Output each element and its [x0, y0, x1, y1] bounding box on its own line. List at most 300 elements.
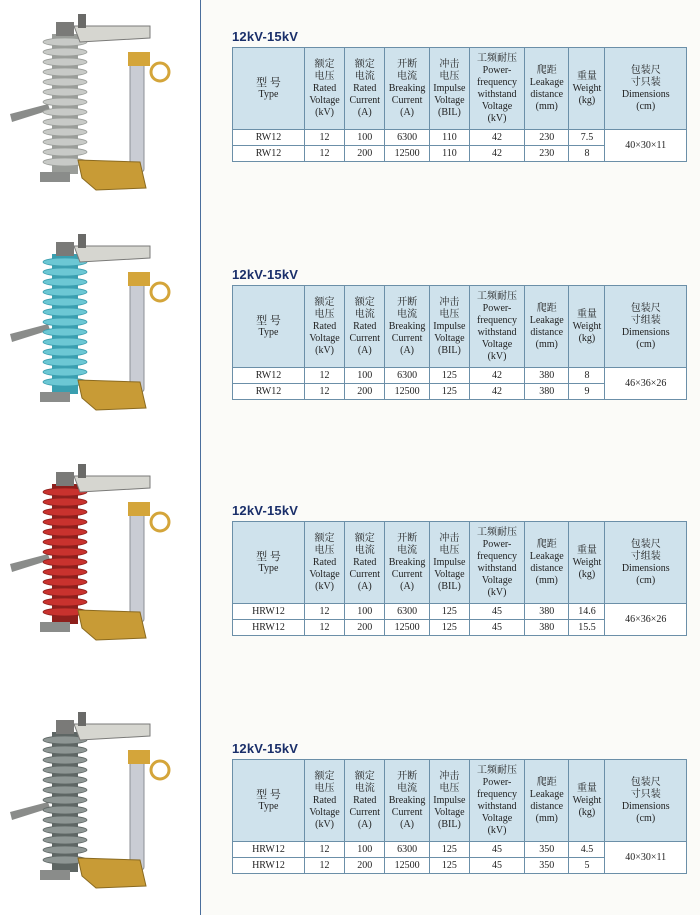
header-line: 电压 [314, 70, 335, 82]
header-line: 重量 [576, 70, 597, 82]
header-line: Voltage [481, 812, 513, 824]
column-header-current [345, 522, 385, 604]
insulator-shed [43, 338, 87, 346]
header-line: (A) [400, 344, 415, 356]
column-header-weight [569, 286, 605, 368]
header-line: 工频耐压 [477, 526, 517, 538]
header-line: Leakage [529, 788, 564, 800]
spec-section [232, 502, 687, 636]
header-line: 开断 [397, 770, 418, 782]
column-header-breaking [385, 522, 429, 604]
header-line: distance [530, 800, 564, 812]
header-line: distance [530, 326, 564, 338]
header-line: Type [258, 562, 279, 574]
column-header-leakage [525, 48, 569, 130]
bottom-terminal [40, 392, 70, 402]
cell-current: 200 [345, 620, 385, 636]
header-line: (A) [400, 580, 415, 592]
column-header-breaking [385, 286, 429, 368]
column-header-dimensions [605, 48, 687, 130]
header-line: (mm) [535, 338, 558, 350]
header-line: (kV) [315, 818, 334, 830]
column-header-dimensions [605, 522, 687, 604]
header-line: (A) [357, 580, 372, 592]
top-terminal [78, 712, 86, 726]
cell-powerfreq: 45 [470, 842, 525, 858]
header-line: (mm) [535, 574, 558, 586]
header-line: 额定 [314, 532, 335, 544]
header-line: 额定 [314, 296, 335, 308]
header-line: 额定 [354, 296, 375, 308]
column-header-weight [569, 522, 605, 604]
cell-voltage: 12 [304, 604, 344, 620]
insulator-shed [43, 578, 87, 586]
header-line: Impulse [433, 320, 466, 332]
header-line: 电压 [439, 70, 460, 82]
column-header-dimensions [605, 760, 687, 842]
header-line: 额定 [314, 770, 335, 782]
header-line: Voltage [481, 338, 513, 350]
header-line: Leakage [529, 76, 564, 88]
header-line: (kV) [315, 106, 334, 118]
table-row [233, 130, 687, 146]
spec-table [232, 47, 687, 162]
header-line: Voltage [434, 806, 465, 818]
fuse-cutout-photo [0, 710, 200, 905]
header-line: 型 号 [256, 788, 281, 801]
header-line: (A) [357, 106, 372, 118]
column-header-impulse [429, 760, 469, 842]
cell-model: HRW12 [233, 842, 305, 858]
pull-ring [151, 513, 169, 531]
header-line: 电流 [397, 308, 418, 320]
header-line: Power- [482, 64, 512, 76]
insulator-shed [43, 836, 87, 844]
cell-current: 100 [345, 130, 385, 146]
header-line: Impulse [433, 794, 466, 806]
bottom-hinge-contact [78, 858, 146, 888]
column-header-breaking [385, 48, 429, 130]
header-line: 爬距 [536, 538, 557, 550]
header-line: (kV) [487, 586, 507, 598]
cell-model: HRW12 [233, 858, 305, 874]
header-line: 电压 [314, 544, 335, 556]
cell-powerfreq: 45 [470, 604, 525, 620]
header-line: 型 号 [256, 314, 281, 327]
header-line: Dimensions [621, 326, 670, 338]
cell-dimensions: 46×36×26 [605, 368, 687, 400]
header-line: 爬距 [536, 776, 557, 788]
header-line: Weight [572, 794, 602, 806]
cell-model: RW12 [233, 384, 305, 400]
insulator-shed [43, 568, 87, 576]
insulator-shed [43, 796, 87, 804]
top-contact-bracket [74, 476, 150, 492]
column-header-current [345, 48, 385, 130]
header-line: 重量 [576, 308, 597, 320]
header-line: Current [391, 568, 423, 580]
header-line: (BIL) [438, 818, 461, 830]
bottom-terminal [40, 622, 70, 632]
header-line: (cm) [636, 574, 656, 586]
cell-model: RW12 [233, 368, 305, 384]
spec-section [232, 28, 687, 162]
cell-model: HRW12 [233, 620, 305, 636]
table-header-row [233, 286, 687, 368]
top-contact-bracket [74, 724, 150, 740]
cell-leakage: 380 [525, 384, 569, 400]
header-line: Impulse [433, 556, 466, 568]
column-header-dimensions [605, 286, 687, 368]
insulator-shed [43, 786, 87, 794]
header-line: 电流 [354, 544, 375, 556]
header-line: frequency [477, 314, 517, 326]
fuse-cutout-photo [0, 232, 200, 427]
header-line: 开断 [397, 296, 418, 308]
insulator-shed [43, 268, 87, 276]
insulator-shed [43, 298, 87, 306]
column-header-leakage [525, 286, 569, 368]
header-line: (kg) [578, 806, 596, 818]
top-terminal [78, 464, 86, 478]
cell-current: 200 [345, 146, 385, 162]
spec-table [232, 521, 687, 636]
column-header-voltage [304, 522, 344, 604]
insulator-shed [43, 358, 87, 366]
insulator-shed [43, 308, 87, 316]
header-line: Weight [572, 556, 602, 568]
cell-voltage: 12 [304, 384, 344, 400]
column-header-powerfreq [470, 522, 525, 604]
header-line: (cm) [636, 100, 656, 112]
header-line: 冲击 [439, 770, 460, 782]
cell-dimensions: 46×36×26 [605, 604, 687, 636]
header-line: 开断 [397, 532, 418, 544]
header-line: 电流 [354, 782, 375, 794]
insulator-shed [43, 588, 87, 596]
insulator-shed [43, 816, 87, 824]
top-cap [56, 720, 74, 734]
header-line: 额定 [354, 58, 375, 70]
header-line: Rated [312, 556, 337, 568]
cell-weight: 8 [569, 146, 605, 162]
insulator-shed [43, 58, 87, 66]
header-line: 爬距 [536, 302, 557, 314]
header-line: 电压 [439, 782, 460, 794]
cell-breaking: 12500 [385, 858, 429, 874]
insulator-shed [43, 498, 87, 506]
header-line: 额定 [314, 58, 335, 70]
header-line: (kg) [578, 94, 596, 106]
header-line: 开断 [397, 58, 418, 70]
header-line: (mm) [535, 100, 558, 112]
fuse-tube [130, 510, 144, 622]
header-line: Breaking [388, 794, 426, 806]
cell-powerfreq: 45 [470, 858, 525, 874]
header-line: withstand [477, 326, 517, 338]
cell-current: 100 [345, 368, 385, 384]
cell-leakage: 230 [525, 146, 569, 162]
header-line: Current [349, 94, 381, 106]
cell-weight: 5 [569, 858, 605, 874]
bottom-terminal [40, 870, 70, 880]
header-line: Dimensions [621, 562, 670, 574]
header-line: 工频耐压 [477, 290, 517, 302]
insulator-shed [43, 518, 87, 526]
cell-current: 200 [345, 384, 385, 400]
insulator-shed [43, 318, 87, 326]
spec-section [232, 266, 687, 400]
header-line: distance [530, 562, 564, 574]
insulator-shed [43, 118, 87, 126]
insulator-shed [43, 348, 87, 356]
insulator-shed [43, 806, 87, 814]
cell-impulse: 125 [429, 604, 469, 620]
spec-section [232, 740, 687, 874]
top-cap [56, 472, 74, 486]
column-header-model [233, 522, 305, 604]
insulator-shed [43, 558, 87, 566]
column-header-powerfreq [470, 760, 525, 842]
header-line: (kg) [578, 568, 596, 580]
bottom-hinge-contact [78, 160, 146, 190]
fuse-cutout-photo [0, 462, 200, 657]
table-header-row [233, 522, 687, 604]
header-line: Type [258, 326, 279, 338]
cell-model: RW12 [233, 130, 305, 146]
header-line: 工频耐压 [477, 52, 517, 64]
column-header-voltage [304, 760, 344, 842]
bottom-terminal [40, 172, 70, 182]
column-header-voltage [304, 286, 344, 368]
fuse-cutout-illustration [0, 710, 200, 900]
column-header-leakage [525, 522, 569, 604]
header-line: 电流 [354, 70, 375, 82]
header-line: Current [391, 94, 423, 106]
insulator-shed [43, 756, 87, 764]
header-line: (BIL) [438, 106, 461, 118]
header-line: 电压 [439, 544, 460, 556]
table-header-row [233, 760, 687, 842]
fuse-cutout-illustration [0, 232, 200, 422]
cell-voltage: 12 [304, 620, 344, 636]
pull-ring [151, 761, 169, 779]
upper-fuse-contact [128, 272, 150, 286]
header-line: 包装尺 [630, 302, 661, 314]
cell-leakage: 350 [525, 858, 569, 874]
cell-voltage: 12 [304, 130, 344, 146]
header-line: withstand [477, 88, 517, 100]
header-line: 工频耐压 [477, 764, 517, 776]
header-line: Voltage [434, 94, 465, 106]
cell-powerfreq: 42 [470, 130, 525, 146]
header-line: (kV) [487, 350, 507, 362]
insulator-shed [43, 746, 87, 754]
header-line: 电流 [397, 544, 418, 556]
header-line: Current [349, 806, 381, 818]
cell-dimensions: 40×30×11 [605, 842, 687, 874]
header-line: 电压 [314, 308, 335, 320]
header-line: frequency [477, 550, 517, 562]
spec-table [232, 285, 687, 400]
insulator-shed [43, 508, 87, 516]
top-terminal [78, 14, 86, 28]
cell-breaking: 12500 [385, 146, 429, 162]
header-line: 额定 [354, 532, 375, 544]
cell-impulse: 110 [429, 146, 469, 162]
insulator-shed [43, 78, 87, 86]
column-divider [200, 0, 201, 915]
header-line: Weight [572, 320, 602, 332]
header-line: Breaking [388, 556, 426, 568]
cell-powerfreq: 42 [470, 384, 525, 400]
insulator-shed [43, 138, 87, 146]
header-line: (BIL) [438, 344, 461, 356]
table-row [233, 604, 687, 620]
column-header-impulse [429, 522, 469, 604]
column-header-powerfreq [470, 48, 525, 130]
insulator-shed [43, 278, 87, 286]
insulator-shed [43, 598, 87, 606]
header-line: 爬距 [536, 64, 557, 76]
header-line: 包装尺 [630, 776, 661, 788]
header-line: (kV) [487, 824, 507, 836]
header-line: 寸组装 [630, 550, 661, 562]
top-cap [56, 22, 74, 36]
header-line: 电流 [397, 70, 418, 82]
header-line: 型 号 [256, 550, 281, 563]
header-line: Voltage [309, 568, 340, 580]
section-title: 12kV-15kV [232, 267, 299, 282]
column-header-powerfreq [470, 286, 525, 368]
fuse-cutout-illustration [0, 12, 200, 202]
insulator-shed [43, 548, 87, 556]
header-line: withstand [477, 800, 517, 812]
column-header-current [345, 760, 385, 842]
cell-voltage: 12 [304, 146, 344, 162]
header-line: 重量 [576, 544, 597, 556]
cell-breaking: 12500 [385, 620, 429, 636]
cell-weight: 4.5 [569, 842, 605, 858]
header-line: (cm) [636, 338, 656, 350]
column-header-breaking [385, 760, 429, 842]
cell-leakage: 380 [525, 368, 569, 384]
bottom-hinge-contact [78, 380, 146, 410]
fuse-tube [130, 758, 144, 870]
cell-breaking: 6300 [385, 130, 429, 146]
header-line: 包装尺 [630, 64, 661, 76]
cell-voltage: 12 [304, 858, 344, 874]
cell-leakage: 380 [525, 620, 569, 636]
header-line: Rated [312, 82, 337, 94]
section-title: 12kV-15kV [232, 503, 299, 518]
spec-table [232, 759, 687, 874]
header-line: 冲击 [439, 296, 460, 308]
header-line: withstand [477, 562, 517, 574]
header-line: Leakage [529, 550, 564, 562]
cell-impulse: 125 [429, 842, 469, 858]
cell-model: HRW12 [233, 604, 305, 620]
header-line: 寸只装 [630, 76, 661, 88]
cell-powerfreq: 45 [470, 620, 525, 636]
pull-ring [151, 63, 169, 81]
header-line: 电流 [397, 782, 418, 794]
header-line: Current [349, 568, 381, 580]
cell-breaking: 6300 [385, 842, 429, 858]
header-line: Voltage [434, 332, 465, 344]
cell-model: RW12 [233, 146, 305, 162]
table-header-row [233, 48, 687, 130]
cell-impulse: 125 [429, 368, 469, 384]
header-line: Rated [312, 320, 337, 332]
cell-leakage: 230 [525, 130, 569, 146]
fuse-tube [130, 280, 144, 392]
header-line: Breaking [388, 320, 426, 332]
fuse-cutout-illustration [0, 462, 200, 652]
header-line: (A) [400, 818, 415, 830]
header-line: (A) [357, 344, 372, 356]
header-line: frequency [477, 788, 517, 800]
insulator-shed [43, 108, 87, 116]
column-header-model [233, 286, 305, 368]
header-line: 电压 [314, 782, 335, 794]
header-line: (kV) [315, 344, 334, 356]
header-line: Power- [482, 538, 512, 550]
insulator-shed [43, 846, 87, 854]
header-line: 重量 [576, 782, 597, 794]
upper-fuse-contact [128, 52, 150, 66]
header-line: Dimensions [621, 88, 670, 100]
insulator-shed [43, 538, 87, 546]
cell-current: 200 [345, 858, 385, 874]
insulator-shed [43, 98, 87, 106]
insulator-shed [43, 776, 87, 784]
insulator-shed [43, 68, 87, 76]
header-line: (kV) [315, 580, 334, 592]
column-header-current [345, 286, 385, 368]
header-line: frequency [477, 76, 517, 88]
upper-fuse-contact [128, 750, 150, 764]
insulator-shed [43, 288, 87, 296]
column-header-impulse [429, 48, 469, 130]
cell-weight: 14.6 [569, 604, 605, 620]
header-line: (mm) [535, 812, 558, 824]
header-line: Type [258, 88, 279, 100]
header-line: Rated [353, 320, 377, 332]
header-line: 冲击 [439, 58, 460, 70]
insulator-shed [43, 368, 87, 376]
header-line: 包装尺 [630, 538, 661, 550]
cell-impulse: 125 [429, 858, 469, 874]
header-line: Rated [353, 556, 377, 568]
header-line: Current [391, 806, 423, 818]
upper-fuse-contact [128, 502, 150, 516]
header-line: Voltage [481, 100, 513, 112]
column-header-weight [569, 760, 605, 842]
cell-breaking: 6300 [385, 604, 429, 620]
header-line: (cm) [636, 812, 656, 824]
top-cap [56, 242, 74, 256]
header-line: 寸组装 [630, 314, 661, 326]
header-line: Impulse [433, 82, 466, 94]
column-header-leakage [525, 760, 569, 842]
cell-weight: 8 [569, 368, 605, 384]
top-contact-bracket [74, 246, 150, 262]
cell-leakage: 350 [525, 842, 569, 858]
insulator-shed [43, 766, 87, 774]
cell-impulse: 125 [429, 620, 469, 636]
header-line: 额定 [354, 770, 375, 782]
